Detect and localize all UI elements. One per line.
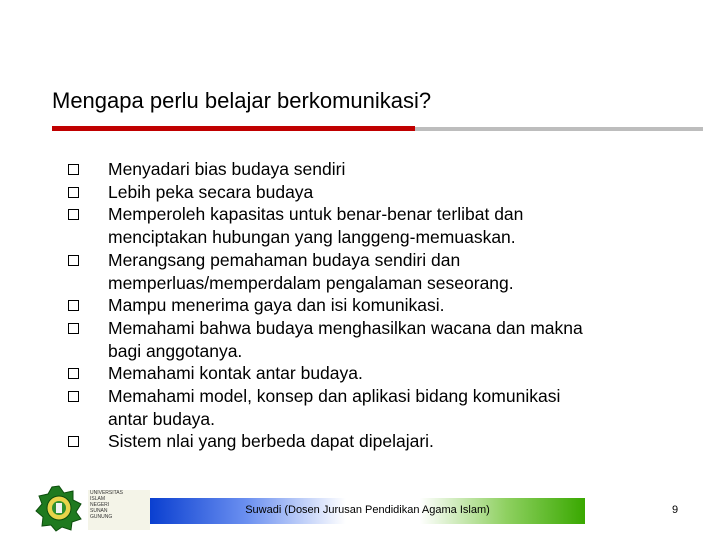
square-bullet-icon bbox=[68, 255, 79, 266]
bullet-text-line: Merangsang pemahaman budaya sendiri dan bbox=[108, 249, 461, 270]
institution-line: UNIVERSITAS bbox=[90, 490, 123, 496]
institution-line: ISLAM bbox=[90, 496, 106, 502]
square-bullet-icon bbox=[68, 436, 79, 447]
institution-caption bbox=[88, 490, 150, 530]
bullet-item bbox=[68, 385, 708, 430]
bullet-item bbox=[68, 317, 708, 362]
author-credit: Suwadi (Dosen Jurusan Pendidikan Agama Islam) bbox=[245, 504, 490, 516]
slide-title: Mengapa perlu belajar berkomunikasi? bbox=[52, 88, 432, 113]
square-bullet-icon bbox=[68, 323, 79, 334]
bullet-item bbox=[68, 249, 708, 294]
institution-line: SUNAN bbox=[90, 508, 108, 514]
bullet-text-line: Mampu menerima gaya dan isi komunikasi. bbox=[108, 295, 445, 316]
bullet-list bbox=[68, 158, 708, 453]
footer-bar bbox=[150, 498, 585, 524]
square-bullet-icon bbox=[68, 368, 79, 379]
bullet-item bbox=[68, 430, 708, 453]
bullet-text-line: Memahami kontak antar budaya. bbox=[108, 363, 363, 384]
square-bullet-icon bbox=[68, 187, 79, 198]
bullet-item bbox=[68, 203, 708, 248]
bullet-item bbox=[68, 181, 708, 204]
square-bullet-icon bbox=[68, 209, 79, 220]
bullet-text-line: antar budaya. bbox=[108, 408, 216, 429]
page-number: 9 bbox=[672, 504, 679, 516]
bullet-text-line: Sistem nlai yang berbeda dapat dipelajari. bbox=[108, 431, 434, 452]
square-bullet-icon bbox=[68, 300, 79, 311]
bullet-text-line: Memahami bahwa budaya menghasilkan wacana dan makna bbox=[108, 317, 583, 338]
bullet-text-line: menciptakan hubungan yang langgeng-memuaskan. bbox=[108, 227, 516, 248]
institution-line: GUNUNG bbox=[90, 514, 113, 520]
university-emblem-icon bbox=[35, 484, 83, 532]
bullet-item bbox=[68, 158, 708, 181]
bullet-text-line: Lebih peka secara budaya bbox=[108, 181, 314, 202]
bullet-text-line: Menyadari bias budaya sendiri bbox=[108, 159, 346, 179]
bullet-item bbox=[68, 362, 708, 385]
square-bullet-icon bbox=[68, 391, 79, 402]
title-underline bbox=[52, 126, 415, 131]
title-underline-secondary bbox=[415, 127, 703, 131]
bullet-text-line: bagi anggotanya. bbox=[108, 340, 243, 361]
bullet-text-line: Memperoleh kapasitas untuk benar-benar terlibat dan bbox=[108, 204, 524, 225]
square-bullet-icon bbox=[68, 164, 79, 175]
bullet-text-line: Memahami model, konsep dan aplikasi bidang komunikasi bbox=[108, 386, 561, 407]
institution-line: NEGERI bbox=[90, 502, 110, 508]
bullet-text-line: memperluas/memperdalam pengalaman seseorang. bbox=[108, 272, 514, 293]
bullet-item bbox=[68, 294, 708, 317]
